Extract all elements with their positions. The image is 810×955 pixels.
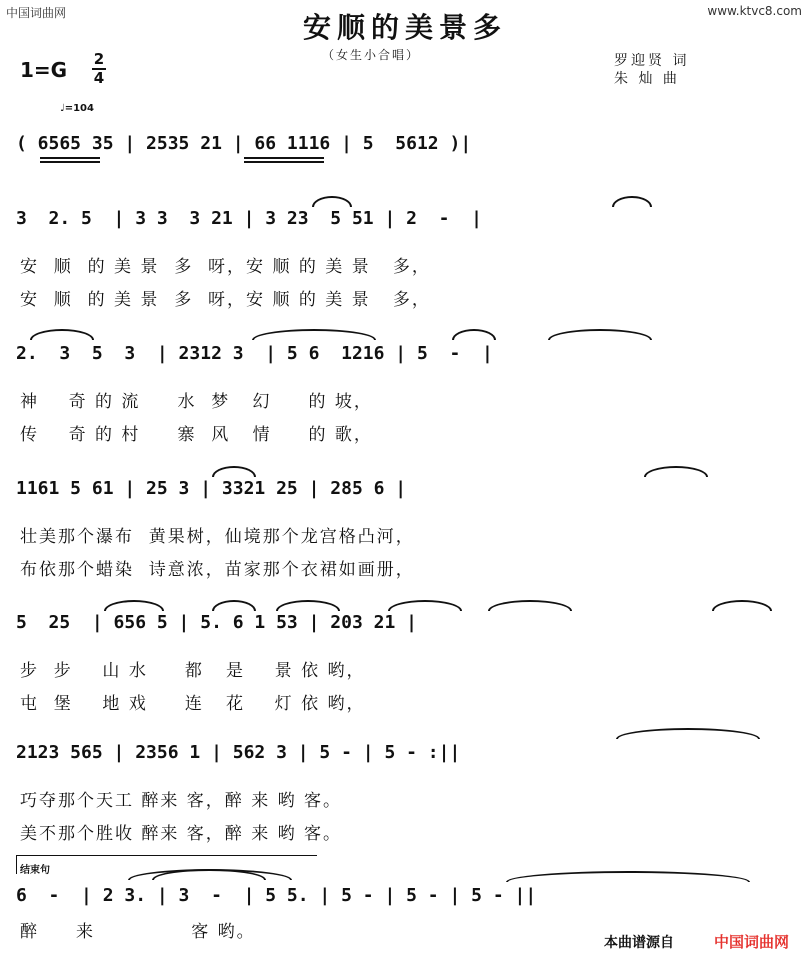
composer-credit: 朱 灿 曲 [614, 71, 680, 87]
lyric-verse-2: 安 顺 的 美 景 多 呀，安 顺 的 美 景 多， [20, 290, 431, 310]
lyric-verse-1: 壮美那个瀑布 黄果树，仙境那个龙宫格凸河， [20, 527, 415, 547]
song-subtitle: （女生小合唱） [322, 48, 421, 62]
lyric-verse-1: 巧夺那个天工 醉来 客，醉 来 哟 客。 [20, 791, 343, 811]
watermark-right: www.ktvc8.com [707, 4, 802, 18]
lyric-verse-2: 布依那个蜡染 诗意浓，苗家那个衣裙如画册， [20, 560, 415, 580]
time-numerator: 2 [93, 50, 105, 68]
notation-line: 2123 565 | 2356 1 | 562 3 | 5 - | 5 - :|| [16, 742, 461, 763]
key-signature: 1=G [20, 58, 68, 82]
watermark-left: 中国词曲网 [6, 6, 67, 20]
lyricist-credit: 罗迎贤 词 [614, 53, 690, 69]
lyric-verse-1: 安 顺 的 美 景 多 呀，安 顺 的 美 景 多， [20, 257, 431, 277]
notation-line: 6 - | 2 3. | 3 - | 5 5. | 5 - | 5 - | 5 - || [16, 885, 537, 906]
source-site-link[interactable]: 中国词曲网 [714, 933, 790, 951]
time-signature [92, 52, 106, 86]
lyric-verse-2: 传 奇 的 村 寨 风 情 的 歌， [20, 425, 373, 445]
notation-line: 3 2. 5 | 3 3 3 21 | 3 23 5 51 | 2 - | [16, 208, 482, 229]
lyric-verse-1: 神 奇 的 流 水 梦 幻 的 坡， [20, 392, 373, 412]
time-denominator: 4 [93, 69, 105, 87]
lyric-ending: 醉 来 客 哟。 [20, 922, 256, 942]
lyric-verse-2: 美不那个胜收 醉来 客，醉 来 哟 客。 [20, 824, 343, 844]
source-label: 本曲谱源自 [604, 935, 674, 951]
ending-label: 结束句 [20, 865, 50, 876]
notation-line: 5 25 | 656 5 | 5. 6 1 53 | 203 21 | [16, 612, 417, 633]
lyric-verse-2: 屯 堡 地 戏 连 花 灯 依 哟， [20, 694, 366, 714]
notation-line: ( 6565 35 | 2535 21 | 66 1116 | 5 5612 )| [16, 133, 472, 154]
lyric-verse-1: 步 步 山 水 都 是 景 依 哟， [20, 661, 366, 681]
song-title: 安顺的美景多 [302, 11, 507, 44]
tempo-marking: ♩=104 [60, 103, 94, 114]
notation-line: 1161 5 61 | 25 3 | 3321 25 | 285 6 | [16, 478, 407, 499]
notation-line: 2. 3 5 3 | 2312 3 | 5 6 1216 | 5 - | [16, 343, 493, 364]
